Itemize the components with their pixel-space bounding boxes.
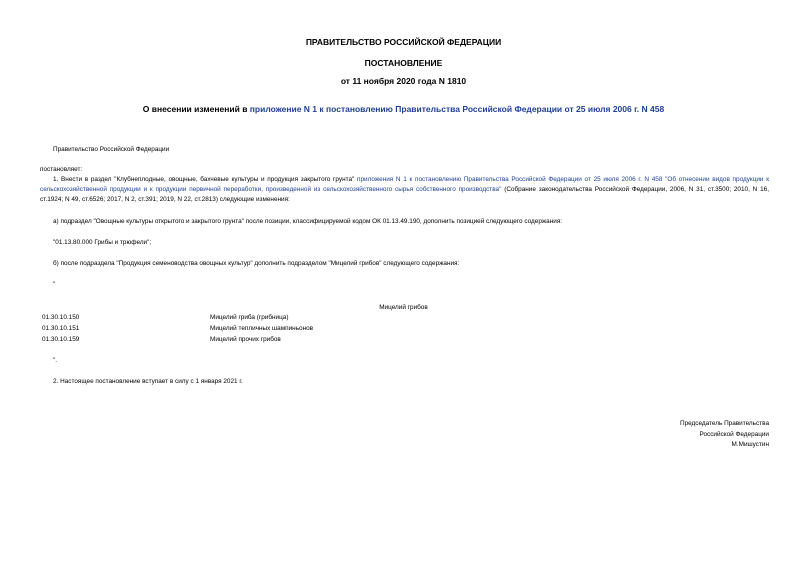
subitem-b-text: б) после подраздела "Продукция семеноводства овощных культур" дополнить подразделом "Мицелий грибов" следующего содержания:: [53, 260, 460, 267]
row-code: 01.30.10.159: [42, 336, 80, 343]
signature-title-line1: Председатель Правительства: [680, 420, 769, 427]
decrees-text: постановляет:: [40, 166, 83, 173]
table-caption: Мицелий грибов: [379, 304, 428, 311]
document-type-heading: ПОСТАНОВЛЕНИЕ: [364, 58, 443, 68]
title-link[interactable]: приложение N 1 к постановлению Правительства Российской Федерации от 25 июля 2006 г. N 458: [249, 104, 665, 114]
row-name: Мицелий тепличных шампиньонов: [210, 325, 314, 332]
row-code: 01.30.10.151: [42, 325, 80, 332]
row-code: 01.30.10.150: [42, 314, 80, 321]
row-name: Мицелий гриба (грибница): [210, 314, 289, 321]
subitem-a-text: а) подраздел "Овощные культуры открытого и закрытого грунта" после позиции, классифицируемой кодом ОК 01.13.49.190, дополнить позицией следующего содержания:: [53, 218, 563, 225]
government-heading: ПРАВИТЕЛЬСТВО РОССИЙСКОЙ ФЕДЕРАЦИИ: [305, 37, 502, 47]
item-1-end: (Собрание законодательства Российской Федерации, 2006, N 31, ст.3500; 2010, N 16, ст.1924; N 49, ст.6526; 2017, N 2, ст.391; 2019, N 22, ст.2813) следующие изменения:: [40, 186, 769, 203]
closing-quote: ".: [53, 357, 58, 364]
title-prefix: О внесении изменений в: [142, 104, 250, 114]
signature-title-line2: Российской Федерации: [699, 431, 769, 438]
item-2-text: 2. Настоящее постановление вступает в силу с 1 января 2021 г.: [53, 378, 243, 385]
document-title: [0, 104, 807, 114]
issuer-text: Правительство Российской Федерации: [53, 146, 170, 153]
signature-name: М.Мишустин: [731, 441, 769, 448]
opening-quote: ": [53, 281, 56, 288]
subitem-a-quote: "01.13.80.000 Грибы и трюфели";: [53, 239, 152, 246]
item-1-paragraph: [40, 175, 769, 205]
row-name: Мицелий прочих грибов: [210, 336, 281, 343]
date-number-heading: от 11 ноября 2020 года N 1810: [340, 76, 467, 86]
item-1-link[interactable]: приложения N 1 к постановлению Правительства Российской Федерации от 25 июля 2006 г. N 458 "Об отнесении видов продукции к сельскохозяйственной продукции и к продукции первичной переработки, произведенной из сельскохозяйственного сырья собственного производства": [40, 176, 769, 193]
item-1-start: 1. Внести в раздел "Клубнеплодные, овощные, бахчевые культуры и продукция закрытого грунта": [53, 176, 357, 183]
